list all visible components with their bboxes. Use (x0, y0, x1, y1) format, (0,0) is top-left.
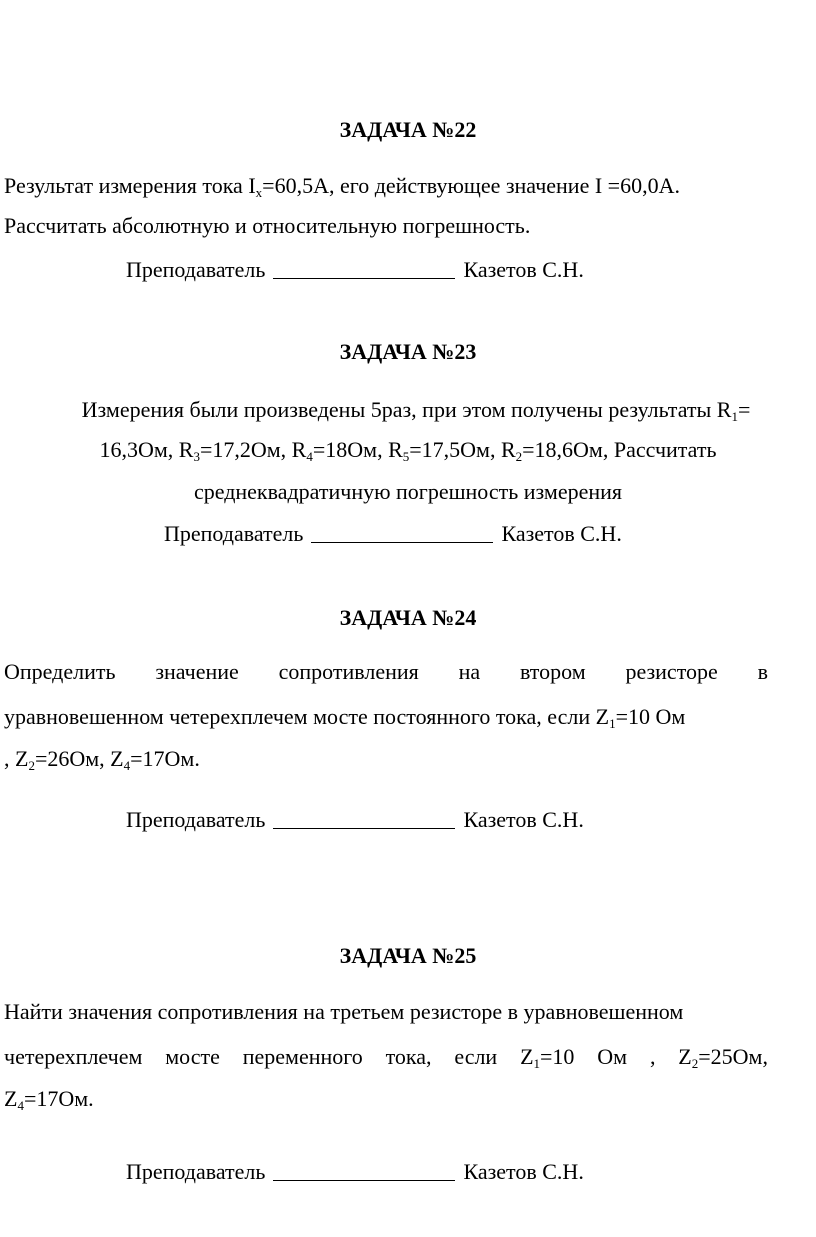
task-23-title: ЗАДАЧА №23 (339, 339, 477, 364)
signature-line (273, 808, 455, 829)
task-25-title: ЗАДАЧА №25 (339, 943, 477, 968)
teacher-name: Казетов С.Н. (463, 257, 584, 282)
task-23-line-3: среднеквадратичную погрешность измерения (193, 479, 623, 504)
teacher-name: Казетов С.Н. (501, 521, 622, 546)
task-23-line-2: 16,3Ом, $R_3=17,2Ом$, $R_4=18Ом$, $R_5=17,5Ом$, $R_2=18,6Ом$, Рассчитать (99, 437, 717, 464)
task-25-line-3: $Z_4=17Ом$. (4, 1086, 94, 1113)
task-24-title: ЗАДАЧА №24 (339, 605, 477, 630)
teacher-label: Преподаватель (164, 521, 304, 546)
task-24-line-2: уравновешенном четерехплечем мосте постоянного тока, если $Z_1=10$ Ом (4, 704, 686, 731)
task-24-line-1: Определить значение сопротивления на втором резисторе в (4, 659, 768, 684)
signature-line (311, 522, 493, 543)
task-23-line-1: Измерения были произведены 5раз, при этом получены результаты $R_1=$ (81, 397, 751, 424)
task-22-signature (126, 256, 584, 284)
task-22-title: ЗАДАЧА №22 (339, 117, 477, 142)
task-23-signature (164, 520, 622, 548)
teacher-label: Преподаватель (126, 1159, 266, 1184)
task-25-line-1: Найти значения сопротивления на третьем резисторе в уравновешенном (4, 999, 684, 1024)
task-25-signature (126, 1158, 584, 1186)
teacher-name: Казетов С.Н. (463, 807, 584, 832)
teacher-label: Преподаватель (126, 257, 266, 282)
signature-line (273, 258, 455, 279)
teacher-name: Казетов С.Н. (463, 1159, 584, 1184)
task-22-line-2: Рассчитать абсолютную и относительную погрешность. (4, 213, 531, 238)
signature-line (273, 1160, 455, 1181)
task-22-line-1: Результат измерения тока $I_x=60,5А$, его действующее значение I =60,0А. (4, 173, 680, 200)
task-24-line-3: , $Z_2=26Ом$, $Z_4=17Ом$. (4, 746, 200, 773)
task-25-line-2: четерехплечем мосте переменного тока, если $Z_1=10$ Ом , $Z_2=25Ом$, (4, 1044, 768, 1071)
task-24-signature (126, 806, 584, 834)
teacher-label: Преподаватель (126, 807, 266, 832)
